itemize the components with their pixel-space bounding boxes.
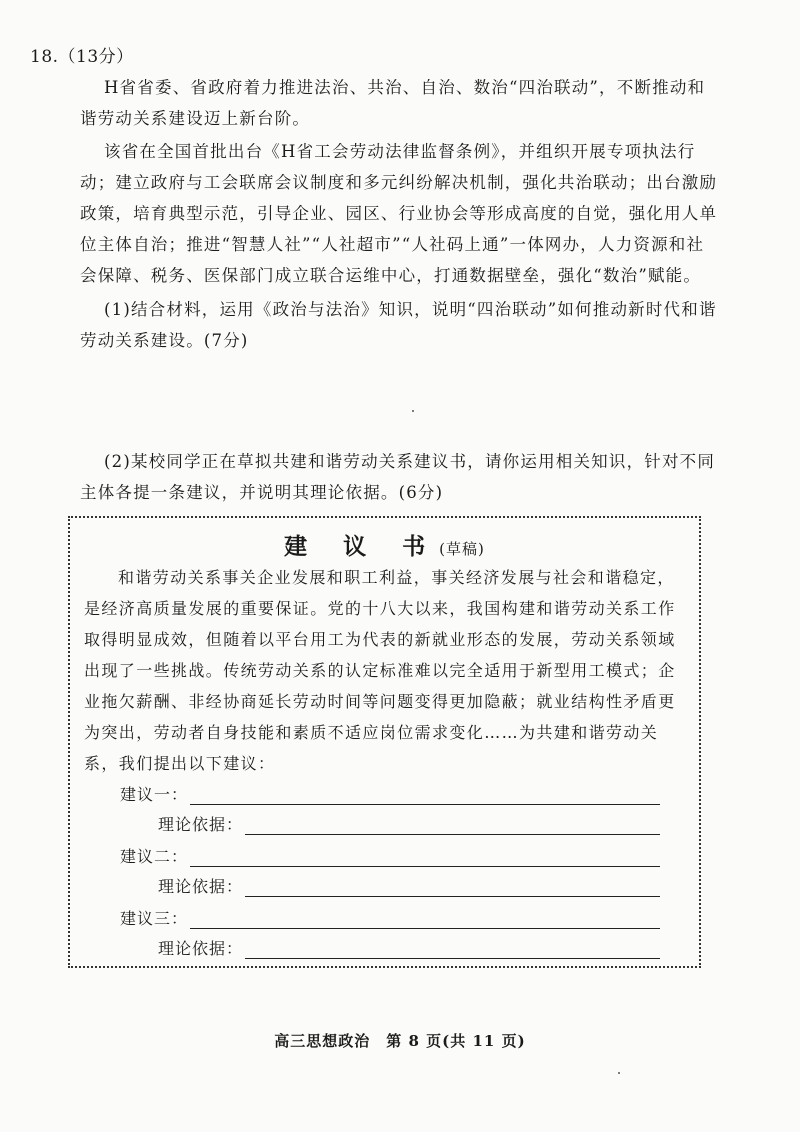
- basis-1-label: 理论依据：: [158, 815, 244, 834]
- suggestion-3-answer-line[interactable]: [190, 908, 660, 929]
- basis-2-row: [158, 874, 660, 897]
- basis-3-answer-line[interactable]: [245, 938, 660, 959]
- suggestion-2-label: 建议二：: [120, 847, 189, 866]
- basis-2-label: 理论依据：: [158, 877, 244, 896]
- suggestion-3-row: [120, 906, 660, 929]
- proposal-body: 和谐劳动关系事关企业发展和职工利益，事关经济发展与社会和谐稳定，是经济高质量发展的重要保证。党的十八大以来，我国构建和谐劳动关系工作取得明显成效，但随着以平台用工为代表的新就业形态的发展，劳动关系领域出现了一些挑战。传统劳动关系的认定标准难以完全适用于新型用工模式；企业拖欠薪酬、非经协商延长劳动时间等问题变得更加隐蔽；就业结构性矛盾更为突出，劳动者自身技能和素质不适应岗位需求变化……为共建和谐劳动关系，我们提出以下建议：: [84, 568, 676, 773]
- basis-3-row: [158, 936, 660, 959]
- basis-3-label: 理论依据：: [158, 939, 244, 958]
- scan-speck: [412, 410, 414, 412]
- suggestion-3-label: 建议三：: [120, 909, 189, 928]
- proposal-subtitle: (草稿): [439, 540, 485, 558]
- basis-2-answer-line[interactable]: [245, 876, 660, 897]
- proposal-title: 建 议 书: [284, 533, 440, 560]
- suggestion-2-row: [120, 844, 660, 867]
- suggestion-1-label: 建议一：: [120, 785, 189, 804]
- question-number: 18.（13分）: [30, 47, 134, 67]
- material-paragraph-2: 该省在全国首批出台《H省工会劳动法律监督条例》，并组织开展专项执法行动；建立政府与工会联席会议制度和多元纠纷解决机制，强化共治联动；出台激励政策，培育典型示范，引导企业、园区、行业协会等形成高度的自觉，强化用人单位主体自治；推进“智慧人社”“人社超市”“人社码上通”一体网办，人力资源和社会保障、税务、医保部门成立联合运维中心，打通数据壁垒，强化“数治”赋能。: [80, 142, 718, 285]
- suggestion-1-row: [120, 782, 660, 805]
- proposal-title-line: [70, 528, 699, 561]
- scan-speck: [618, 1072, 620, 1074]
- basis-1-row: [158, 812, 660, 835]
- sub-question-1: (1)结合材料，运用《政治与法治》知识，说明“四治联动”如何推动新时代和谐劳动关系建设。(7分): [80, 300, 717, 350]
- page-footer: 高三思想政治 第 8 页(共 11 页): [274, 1032, 526, 1050]
- proposal-box: [68, 516, 701, 968]
- material-paragraph-1: H省省委、省政府着力推进法治、共治、自治、数治“四治联动”，不断推动和谐劳动关系建设迈上新台阶。: [80, 78, 706, 128]
- basis-1-answer-line[interactable]: [245, 814, 660, 835]
- suggestion-2-answer-line[interactable]: [190, 846, 660, 867]
- suggestion-1-answer-line[interactable]: [190, 784, 660, 805]
- sub-question-2: (2)某校同学正在草拟共建和谐劳动关系建议书，请你运用相关知识，针对不同主体各提一条建议，并说明其理论依据。(6分): [80, 452, 716, 502]
